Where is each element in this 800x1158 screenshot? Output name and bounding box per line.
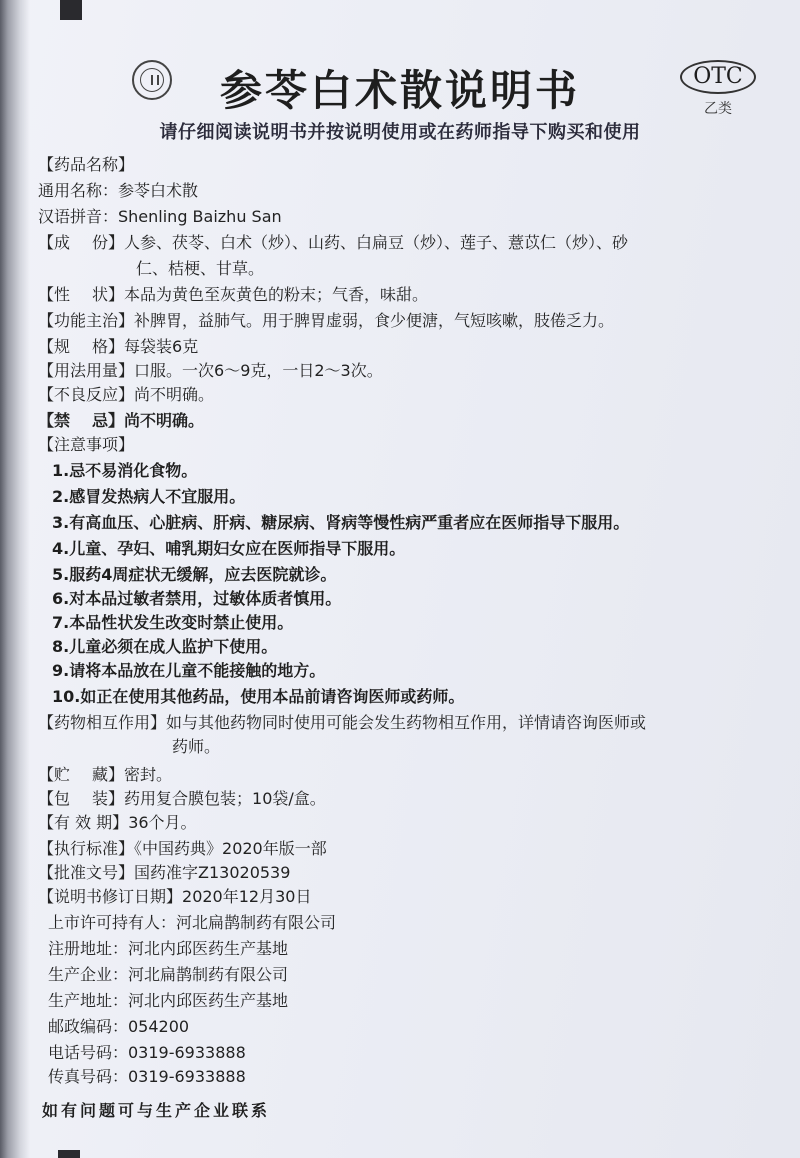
- validity-text: 36个月。: [128, 813, 197, 832]
- properties-row: [38, 284, 428, 306]
- precaution-item: 1.忌不易消化食物。: [52, 461, 198, 480]
- production-address: 生产地址：河北内邱医药生产基地: [48, 991, 289, 1010]
- adverse-text: 尚不明确。: [134, 385, 215, 404]
- approval-text: 国药准字Z13020539: [134, 863, 291, 882]
- dosage-text: 口服。一次6～9克，一日2～3次。: [134, 361, 383, 380]
- standard-label: 【执行标准】: [38, 839, 135, 858]
- dosage-row: [38, 360, 383, 382]
- fax-number: 传真号码：0319-6933888: [48, 1067, 246, 1086]
- page-title: 参苓白术散说明书: [219, 66, 580, 115]
- contra-label-start: 【禁: [38, 411, 71, 430]
- validity-row: [38, 812, 197, 834]
- properties-label-end: 状】: [92, 285, 125, 304]
- license-holder: 上市许可持有人：河北扁鹊制药有限公司: [48, 913, 337, 932]
- phone-number: 电话号码：0319-6933888: [48, 1043, 246, 1062]
- storage-label-start: 【贮: [38, 765, 71, 784]
- ingredients-row: [38, 232, 628, 254]
- storage-row: [38, 764, 172, 786]
- precaution-item: 5.服药4周症状无缓解，应去医院就诊。: [52, 565, 337, 584]
- spec-text: 每袋装6克: [124, 337, 199, 356]
- binder-tab-top: [60, 0, 82, 20]
- precaution-item: 10.如正在使用其他药品，使用本品前请咨询医师或药师。: [52, 687, 465, 706]
- manufacturer: 生产企业：河北扁鹊制药有限公司: [48, 965, 289, 984]
- precaution-item: 2.感冒发热病人不宜服用。: [52, 487, 246, 506]
- revision-text: 2020年12月30日: [182, 887, 312, 906]
- precaution-item: 7.本品性状发生改变时禁止使用。: [52, 613, 294, 632]
- ingredients-label-end: 份】: [92, 233, 125, 252]
- interaction-row: [38, 712, 646, 734]
- contact-footer: 如有问题可与生产企业联系: [42, 1101, 271, 1120]
- precaution-item: 3.有高血压、心脏病、肝病、糖尿病、肾病等慢性病严重者应在医师指导下服用。: [52, 513, 630, 532]
- spec-label-start: 【规: [38, 337, 71, 356]
- ingredients-text: 人参、茯苓、白术（炒）、山药、白扁豆（炒）、莲子、薏苡仁（炒）、砂: [124, 233, 629, 252]
- precaution-item: 4.儿童、孕妇、哺乳期妇女应在医师指导下服用。: [52, 539, 406, 558]
- indications-text: 补脾胃，益肺气。用于脾胃虚弱，食少便溏，气短咳嗽，肢倦乏力。: [134, 311, 615, 330]
- validity-label: 【有 效 期】: [38, 813, 129, 832]
- package-text: 药用复合膜包装；10袋/盒。: [124, 789, 326, 808]
- otc-class-label: 乙类: [704, 101, 732, 117]
- precaution-item: 8.儿童必须在成人监护下使用。: [52, 637, 278, 656]
- approval-label: 【批准文号】: [38, 863, 135, 882]
- otc-badge: OTC: [680, 60, 756, 94]
- precaution-item: 6.对本品过敏者禁用，过敏体质者慎用。: [52, 589, 342, 608]
- standard-row: [38, 838, 327, 860]
- spec-row: [38, 336, 198, 358]
- interaction-text: 如与其他药物同时使用可能会发生药物相互作用，详情请咨询医师或: [166, 713, 647, 732]
- indications-row: [38, 310, 614, 332]
- contra-text: 尚不明确。: [124, 411, 205, 430]
- registered-address: 注册地址：河北内邱医药生产基地: [48, 939, 289, 958]
- contraindications-row: [38, 410, 204, 432]
- properties-label-start: 【性: [38, 285, 71, 304]
- adverse-row: [38, 384, 214, 406]
- package-label-start: 【包: [38, 789, 71, 808]
- paper-shadow-edge: [0, 0, 30, 1158]
- adverse-label: 【不良反应】: [38, 385, 135, 404]
- interaction-label: 【药物相互作用】: [38, 713, 167, 732]
- pinyin-name: 汉语拼音：Shenling Baizhu San: [38, 207, 282, 226]
- spec-label-end: 格】: [92, 337, 125, 356]
- package-label-end: 装】: [92, 789, 125, 808]
- approval-row: [38, 862, 290, 884]
- properties-text: 本品为黄色至灰黄色的粉末；气香，味甜。: [124, 285, 429, 304]
- standard-text: 《中国药典》2020年版一部: [134, 839, 327, 858]
- revision-row: [38, 886, 311, 908]
- package-row: [38, 788, 326, 810]
- revision-label: 【说明书修订日期】: [38, 887, 183, 906]
- contra-label-end: 忌】: [92, 411, 125, 430]
- storage-text: 密封。: [124, 765, 173, 784]
- indications-label: 【功能主治】: [38, 311, 135, 330]
- dosage-label: 【用法用量】: [38, 361, 135, 380]
- binder-tab-bottom: [58, 1150, 80, 1158]
- interaction-text-cont: 药师。: [172, 737, 221, 756]
- generic-name: 通用名称：参苓白术散: [38, 181, 199, 200]
- precaution-item: 9.请将本品放在儿童不能接触的地方。: [52, 661, 326, 680]
- subtitle: 请仔细阅读说明书并按说明使用或在药师指导下购买和使用: [159, 122, 641, 143]
- ingredients-text-cont: 仁、桔梗、甘草。: [136, 259, 265, 278]
- storage-label-end: 藏】: [92, 765, 125, 784]
- precautions-heading: 【注意事项】: [38, 435, 135, 454]
- postal-code: 邮政编码：054200: [48, 1017, 190, 1036]
- drug-name-heading: 【药品名称】: [38, 155, 135, 174]
- ingredients-label-start: 【成: [38, 233, 71, 252]
